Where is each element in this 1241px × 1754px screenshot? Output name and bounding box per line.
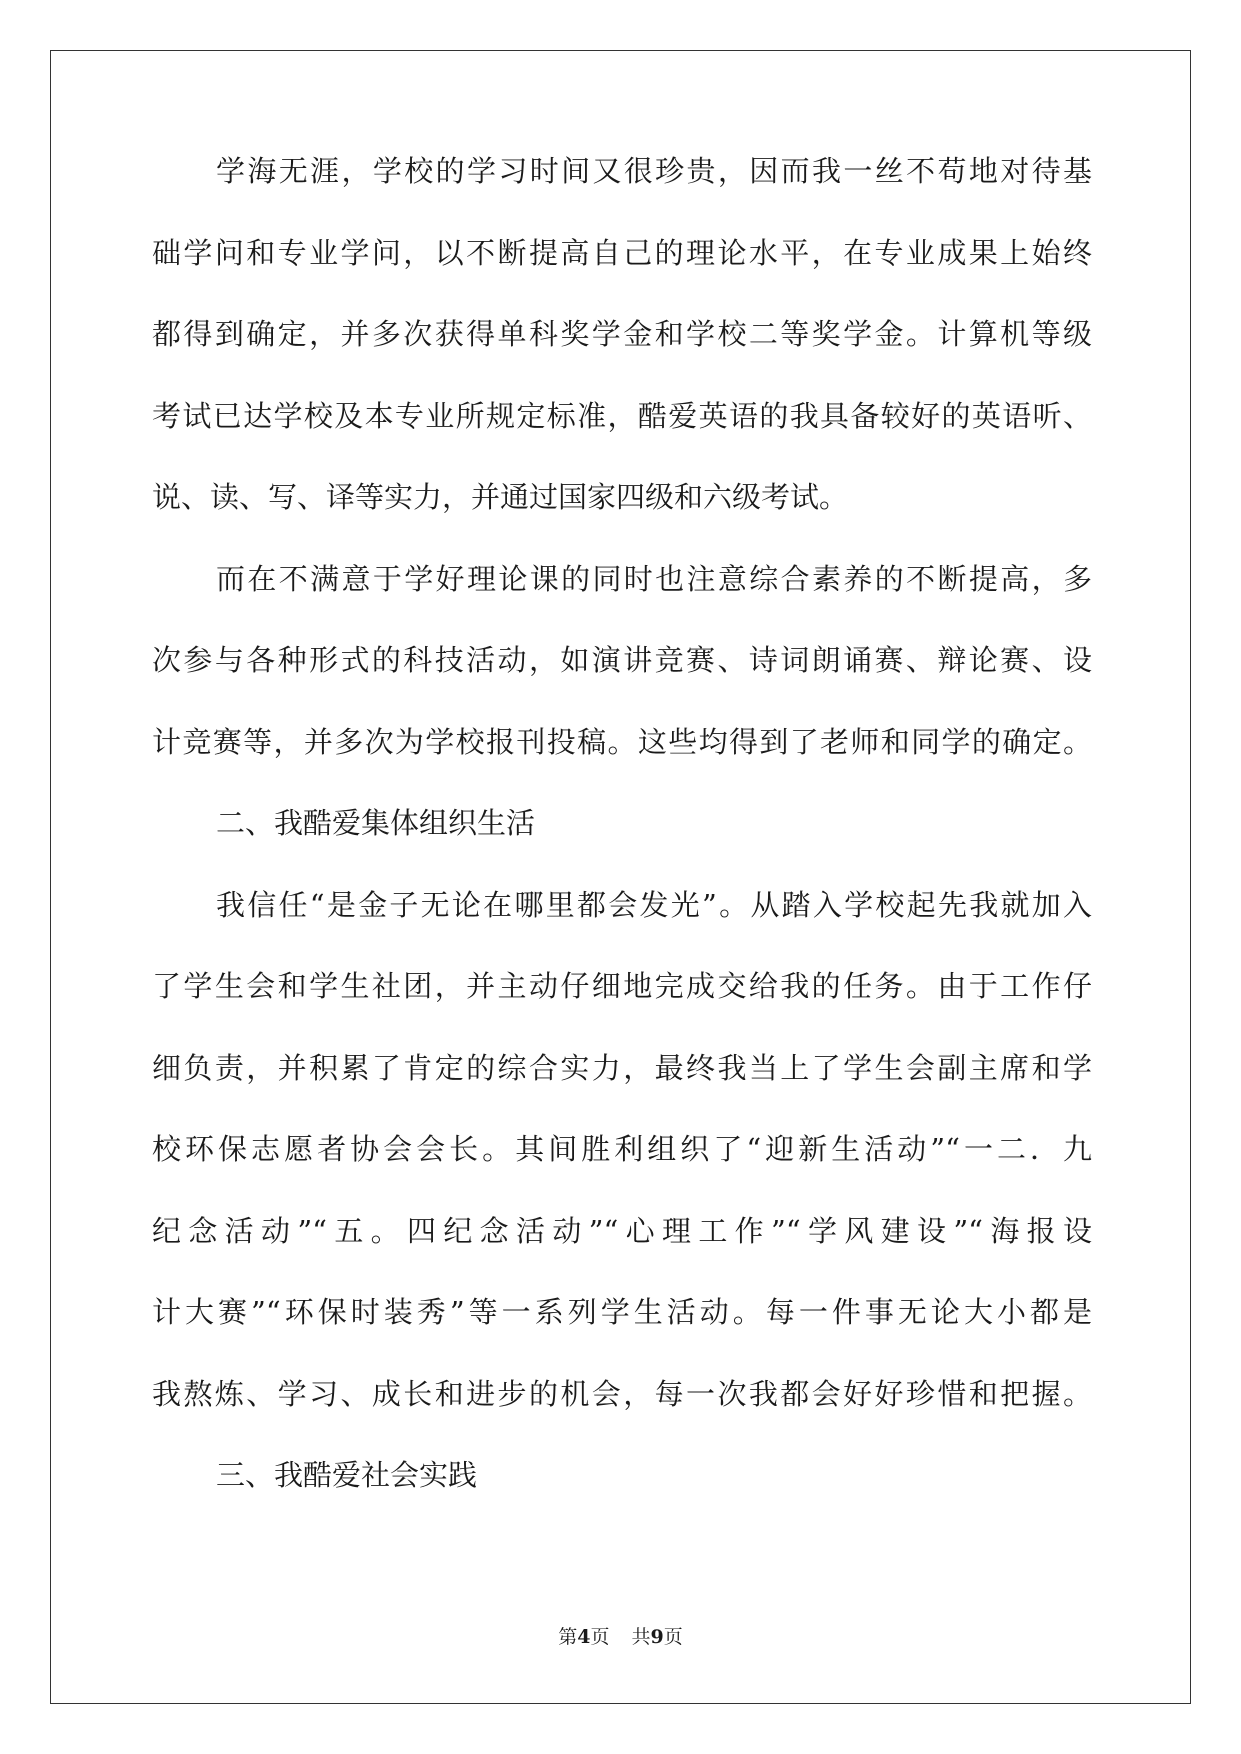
paragraph-line: 都得到确定，并多次获得单科奖学金和学校二等奖学金。计算机等级 [152,317,1092,351]
footer-prefix: 第 [558,1626,578,1648]
footer-total-prefix: 共 [631,1626,651,1648]
paragraph-line: 次参与各种形式的科技活动，如演讲竞赛、诗词朗诵赛、辩论赛、设 [152,643,1092,677]
footer-total-suffix: 页 [663,1626,683,1648]
total-page-number: 9 [650,1626,664,1648]
paragraph-line: 校环保志愿者协会会长。其间胜利组织了“迎新生活动”“一二．九 [152,1132,1092,1166]
paragraph-line: 纪念活动”“五。四纪念活动”“心理工作”“学风建设”“海报设 [152,1213,1092,1248]
section-heading: 二、我酷爱集体组织生活 [216,806,536,840]
paragraph-line: 计大赛”“环保时装秀”等一系列学生活动。每一件事无论大小都是 [152,1295,1092,1329]
paragraph-line: 础学问和专业学问，以不断提高自己的理论水平，在专业成果上始终 [152,235,1092,270]
paragraph-line: 了学生会和学生社团，并主动仔细地完成交给我的任务。由于工作仔 [152,969,1092,1003]
paragraph-line: 计竞赛等，并多次为学校报刊投稿。这些均得到了老师和同学的确定。 [152,724,1092,759]
document-body [152,154,1092,1543]
current-page-number: 4 [577,1626,591,1648]
paragraph-line: 我信任“是金子无论在哪里都会发光”。从踏入学校起先我就加入 [216,887,1092,922]
page-footer [0,1626,1241,1648]
paragraph-line: 细负责，并积累了肯定的综合实力，最终我当上了学生会副主席和学 [152,1050,1092,1085]
paragraph-line: 而在不满意于学好理论课的同时也注意综合素养的不断提高，多 [216,561,1092,596]
paragraph-line: 我熬炼、学习、成长和进步的机会，每一次我都会好好珍惜和把握。 [152,1376,1092,1411]
section-heading: 三、我酷爱社会实践 [216,1458,478,1492]
paragraph-line: 说、读、写、译等实力，并通过国家四级和六级考试。 [152,480,849,514]
paragraph-line: 考试已达学校及本专业所规定标准，酷爱英语的我具备较好的英语听、 [152,398,1092,433]
footer-page-suffix: 页 [590,1626,610,1648]
paragraph-line: 学海无涯，学校的学习时间又很珍贵，因而我一丝不苟地对待基 [216,154,1092,188]
